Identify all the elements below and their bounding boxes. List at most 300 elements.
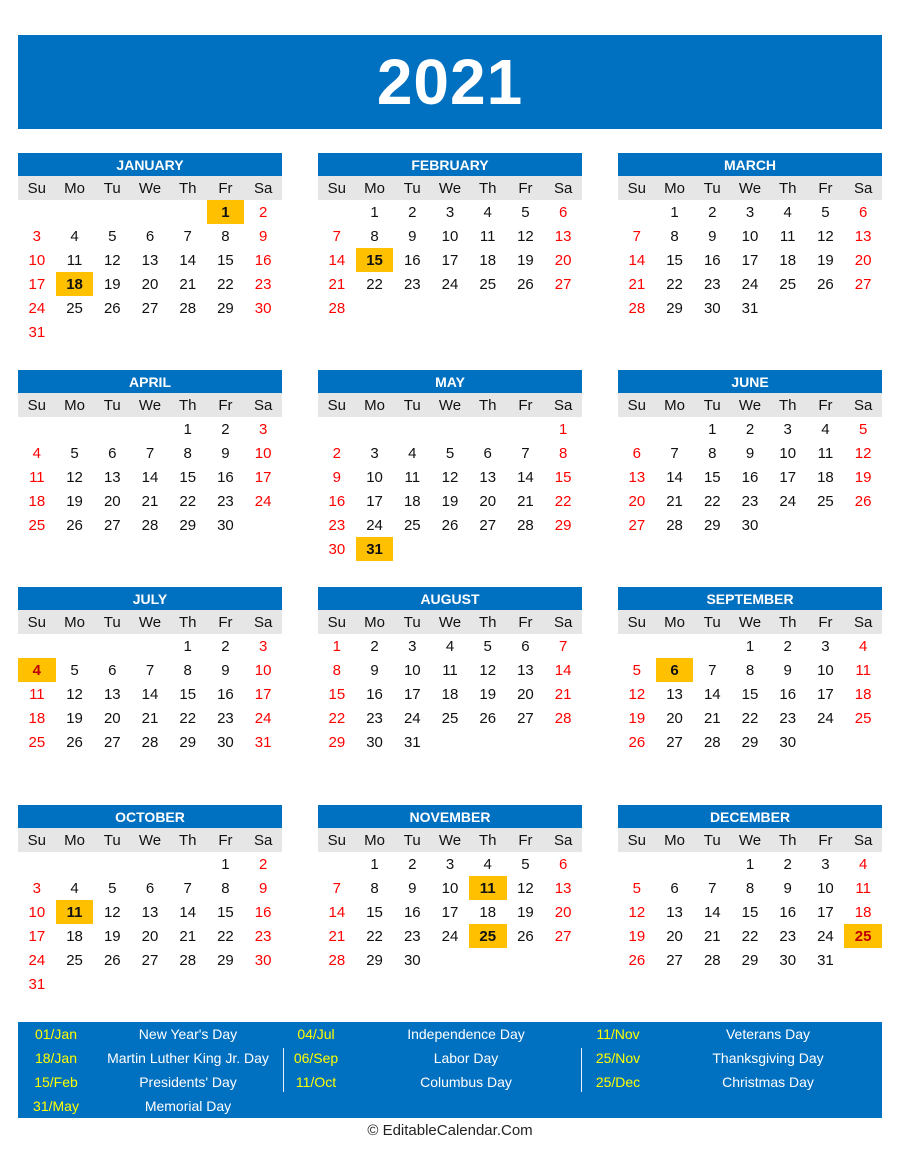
day-cell: 27 — [517, 709, 534, 727]
day-cell: 21 — [666, 492, 683, 510]
day-cell: 12 — [628, 903, 646, 921]
day-cell: 9 — [258, 227, 268, 245]
day-cell: 27 — [554, 275, 572, 293]
weekday-label: Fr — [818, 179, 833, 197]
day-cell: 26 — [479, 709, 497, 727]
day-cell: 13 — [554, 879, 572, 897]
day-cell: 24 — [254, 492, 272, 510]
day-cell: 17 — [441, 251, 459, 269]
day-cell: 11 — [29, 468, 45, 486]
day-cell: 4 — [70, 227, 79, 245]
holiday-date: 15/Feb — [34, 1074, 78, 1090]
day-cell: 30 — [254, 299, 272, 317]
day-cell: 4 — [858, 637, 868, 655]
weekday-label: Mo — [664, 613, 685, 631]
day-cell: 3 — [445, 855, 455, 873]
holiday-day-cell: 6 — [656, 658, 694, 682]
footer-credit: © EditableCalendar.Com — [367, 1122, 533, 1139]
day-cell: 12 — [628, 685, 646, 703]
day-cell: 27 — [854, 275, 872, 293]
day-cell: 20 — [554, 251, 572, 269]
holiday-date: 11/Oct — [295, 1074, 337, 1090]
day-cell: 1 — [183, 420, 192, 438]
day-cell: 30 — [366, 733, 383, 751]
empty-cell — [693, 634, 731, 658]
weekday-label: Fr — [818, 831, 833, 849]
empty-cell — [56, 417, 94, 441]
weekday-label: Th — [778, 179, 797, 197]
day-cell: 9 — [745, 444, 755, 462]
day-cell: 16 — [403, 251, 421, 269]
day-cell: 5 — [108, 879, 117, 897]
day-cell: 10 — [28, 251, 46, 269]
day-cell: 18 — [479, 251, 497, 269]
day-cell: 7 — [183, 879, 192, 897]
month-march — [618, 153, 882, 320]
holiday-day-cell: 25 — [844, 924, 882, 948]
day-cell: 26 — [103, 299, 121, 317]
day-cell: 19 — [479, 685, 497, 703]
day-cell: 31 — [28, 975, 46, 993]
day-cell: 11 — [779, 227, 796, 245]
holiday-divider — [581, 1048, 582, 1092]
day-cell: 31 — [817, 951, 834, 969]
month-title: DECEMBER — [618, 805, 882, 828]
month-title: AUGUST — [318, 587, 582, 610]
weekday-header — [18, 393, 282, 417]
holiday-date: 11/Nov — [596, 1026, 640, 1042]
month-title: SEPTEMBER — [618, 587, 882, 610]
day-cell: 7 — [558, 637, 568, 655]
day-cell: 7 — [632, 227, 642, 245]
day-cell: 23 — [403, 927, 421, 945]
weekday-label: Su — [27, 396, 47, 414]
year-title: 2021 — [376, 46, 524, 118]
day-cell: 9 — [370, 661, 379, 679]
holiday-day-cell: 1 — [207, 200, 245, 224]
day-cell: 28 — [517, 516, 534, 534]
day-cell: 6 — [670, 879, 679, 897]
day-grid — [18, 417, 282, 537]
day-cell: 13 — [479, 468, 497, 486]
day-cell: 3 — [821, 637, 830, 655]
month-title: APRIL — [18, 370, 282, 393]
day-cell: 17 — [441, 903, 459, 921]
day-cell: 1 — [332, 637, 342, 655]
day-cell: 12 — [441, 468, 459, 486]
day-cell: 18 — [441, 685, 459, 703]
day-cell: 22 — [741, 927, 759, 945]
day-cell: 15 — [741, 685, 759, 703]
day-cell: 22 — [217, 275, 234, 293]
day-cell: 14 — [703, 903, 721, 921]
day-cell: 16 — [703, 251, 721, 269]
day-cell: 11 — [479, 227, 496, 245]
weekday-label: Fr — [518, 179, 533, 197]
day-cell: 23 — [366, 709, 383, 727]
weekday-label: Sa — [553, 179, 573, 197]
day-cell: 20 — [141, 275, 159, 293]
day-cell: 8 — [745, 879, 755, 897]
day-cell: 5 — [521, 203, 530, 221]
day-grid — [618, 852, 882, 972]
weekday-label: Mo — [664, 179, 685, 197]
empty-cell — [618, 417, 656, 441]
weekday-header — [18, 610, 282, 634]
day-cell: 16 — [217, 468, 234, 486]
empty-cell — [18, 852, 56, 876]
holiday-day-cell: 31 — [356, 537, 394, 561]
weekday-label: Tu — [103, 396, 121, 414]
weekday-label: Mo — [64, 179, 85, 197]
empty-cell — [56, 852, 94, 876]
weekday-label: Mo — [364, 179, 385, 197]
month-title: MARCH — [618, 153, 882, 176]
holiday-name: Independence Day — [407, 1026, 525, 1042]
day-cell: 19 — [441, 492, 459, 510]
day-cell: 3 — [821, 855, 830, 873]
empty-cell — [169, 852, 207, 876]
weekday-label: Th — [778, 396, 797, 414]
day-cell: 8 — [370, 227, 379, 245]
day-cell: 8 — [745, 661, 755, 679]
day-cell: 14 — [628, 251, 646, 269]
day-cell: 4 — [32, 444, 42, 462]
day-cell: 30 — [403, 951, 421, 969]
day-cell: 27 — [141, 951, 159, 969]
day-cell: 8 — [221, 227, 230, 245]
day-cell: 23 — [741, 492, 759, 510]
day-cell: 1 — [558, 420, 568, 438]
weekday-header — [318, 828, 582, 852]
day-cell: 10 — [779, 444, 797, 462]
day-cell: 3 — [258, 637, 268, 655]
holiday-name: Christmas Day — [722, 1074, 814, 1090]
day-cell: 2 — [221, 637, 230, 655]
day-cell: 19 — [628, 927, 646, 945]
day-cell: 21 — [141, 492, 159, 510]
holiday-date: 25/Dec — [595, 1074, 641, 1090]
weekday-label: Tu — [103, 613, 121, 631]
day-cell: 9 — [221, 444, 230, 462]
holiday-row — [282, 1022, 582, 1046]
day-cell: 27 — [628, 516, 646, 534]
day-cell: 4 — [821, 420, 830, 438]
day-cell: 10 — [254, 444, 272, 462]
day-cell: 29 — [703, 516, 721, 534]
day-cell: 24 — [28, 299, 46, 317]
empty-cell — [618, 200, 656, 224]
day-cell: 22 — [366, 275, 383, 293]
empty-cell — [618, 634, 656, 658]
weekday-label: Tu — [403, 396, 421, 414]
weekday-label: We — [138, 396, 162, 414]
day-cell: 24 — [441, 927, 459, 945]
empty-cell — [656, 417, 694, 441]
weekday-label: Su — [627, 613, 647, 631]
day-cell: 1 — [670, 203, 679, 221]
day-cell: 16 — [779, 685, 797, 703]
day-cell: 13 — [666, 903, 683, 921]
day-cell: 13 — [141, 251, 159, 269]
day-cell: 13 — [517, 661, 534, 679]
empty-cell — [169, 200, 207, 224]
day-cell: 14 — [517, 468, 534, 486]
weekday-label: Sa — [553, 613, 573, 631]
day-cell: 22 — [741, 709, 759, 727]
day-cell: 28 — [554, 709, 572, 727]
day-cell: 10 — [254, 661, 272, 679]
day-cell: 17 — [28, 275, 46, 293]
empty-cell — [18, 200, 56, 224]
day-cell: 6 — [108, 444, 117, 462]
day-cell: 23 — [217, 492, 234, 510]
day-grid — [18, 852, 282, 996]
day-cell: 28 — [179, 299, 197, 317]
day-cell: 2 — [408, 203, 417, 221]
day-cell: 7 — [145, 661, 155, 679]
day-cell: 20 — [554, 903, 572, 921]
day-cell: 17 — [741, 251, 759, 269]
day-cell: 5 — [483, 637, 492, 655]
weekday-header — [18, 176, 282, 200]
day-cell: 3 — [408, 637, 417, 655]
day-cell: 18 — [817, 468, 834, 486]
day-cell: 8 — [670, 227, 679, 245]
day-cell: 25 — [779, 275, 797, 293]
day-cell: 8 — [708, 444, 717, 462]
day-cell: 11 — [855, 661, 871, 679]
weekday-label: Tu — [403, 831, 421, 849]
weekday-label: Th — [478, 396, 497, 414]
day-cell: 19 — [854, 468, 872, 486]
day-cell: 25 — [817, 492, 834, 510]
day-cell: 12 — [817, 227, 834, 245]
day-cell: 3 — [258, 420, 268, 438]
day-cell: 16 — [217, 685, 234, 703]
weekday-label: Sa — [553, 831, 573, 849]
day-cell: 23 — [328, 516, 346, 534]
holiday-day-cell: 4 — [18, 658, 56, 682]
day-cell: 10 — [441, 227, 459, 245]
day-cell: 3 — [445, 203, 455, 221]
day-grid — [318, 417, 582, 561]
day-cell: 17 — [366, 492, 383, 510]
weekday-label: Mo — [364, 613, 385, 631]
holiday-list — [18, 1022, 882, 1118]
day-cell: 28 — [328, 299, 346, 317]
weekday-header — [618, 176, 882, 200]
empty-cell — [469, 417, 507, 441]
day-cell: 4 — [483, 855, 492, 873]
day-cell: 16 — [328, 492, 346, 510]
day-cell: 26 — [66, 733, 83, 751]
day-cell: 16 — [403, 903, 421, 921]
day-cell: 5 — [70, 444, 79, 462]
holiday-row — [18, 1022, 282, 1046]
day-cell: 12 — [517, 227, 534, 245]
month-january — [18, 153, 282, 344]
weekday-label: We — [738, 613, 762, 631]
day-cell: 14 — [141, 468, 159, 486]
holiday-day-cell: 18 — [56, 272, 94, 296]
month-november — [318, 805, 582, 972]
day-cell: 21 — [703, 927, 721, 945]
day-cell: 31 — [403, 733, 421, 751]
day-cell: 1 — [370, 855, 379, 873]
weekday-label: Sa — [853, 831, 873, 849]
weekday-label: Fr — [518, 396, 533, 414]
day-cell: 24 — [28, 951, 46, 969]
day-cell: 8 — [221, 879, 230, 897]
day-cell: 30 — [217, 516, 234, 534]
day-cell: 10 — [817, 661, 834, 679]
day-cell: 25 — [854, 709, 872, 727]
month-title: MAY — [318, 370, 582, 393]
day-cell: 29 — [366, 951, 383, 969]
day-cell: 22 — [328, 709, 346, 727]
weekday-label: Su — [627, 396, 647, 414]
weekday-label: Fr — [218, 831, 233, 849]
day-grid — [318, 200, 582, 320]
day-cell: 18 — [28, 492, 46, 510]
day-cell: 6 — [558, 203, 568, 221]
day-cell: 28 — [666, 516, 683, 534]
day-cell: 6 — [145, 227, 155, 245]
weekday-label: Mo — [364, 396, 385, 414]
day-cell: 17 — [403, 685, 421, 703]
weekday-label: Fr — [218, 179, 233, 197]
day-cell: 7 — [708, 661, 717, 679]
day-cell: 8 — [332, 661, 342, 679]
holiday-column — [282, 1022, 582, 1118]
day-cell: 14 — [328, 251, 346, 269]
day-cell: 25 — [441, 709, 459, 727]
day-cell: 10 — [817, 879, 834, 897]
day-cell: 24 — [817, 709, 834, 727]
day-cell: 2 — [370, 637, 379, 655]
day-grid — [18, 200, 282, 344]
day-cell: 31 — [254, 733, 272, 751]
weekday-label: Th — [178, 831, 197, 849]
holiday-day-cell: 11 — [469, 876, 507, 900]
weekday-label: We — [438, 396, 462, 414]
holiday-date: 25/Nov — [595, 1050, 641, 1066]
day-cell: 15 — [366, 903, 383, 921]
day-cell: 30 — [779, 733, 797, 751]
weekday-header — [318, 610, 582, 634]
month-title: OCTOBER — [18, 805, 282, 828]
day-cell: 18 — [854, 685, 872, 703]
day-cell: 21 — [179, 927, 197, 945]
day-cell: 27 — [666, 951, 683, 969]
weekday-label: We — [138, 613, 162, 631]
day-cell: 24 — [403, 709, 421, 727]
holiday-row — [18, 1046, 282, 1070]
day-cell: 27 — [554, 927, 572, 945]
day-cell: 30 — [741, 516, 759, 534]
day-cell: 16 — [254, 251, 272, 269]
day-cell: 14 — [666, 468, 683, 486]
empty-cell — [93, 200, 131, 224]
day-cell: 22 — [179, 492, 197, 510]
day-cell: 16 — [254, 903, 272, 921]
day-cell: 26 — [628, 951, 646, 969]
empty-cell — [318, 417, 356, 441]
day-cell: 7 — [521, 444, 530, 462]
day-cell: 7 — [670, 444, 679, 462]
day-cell: 15 — [179, 685, 197, 703]
empty-cell — [131, 417, 169, 441]
holiday-date: 04/Jul — [297, 1026, 335, 1042]
holiday-row — [582, 1046, 882, 1070]
day-cell: 2 — [221, 420, 230, 438]
day-cell: 21 — [328, 927, 346, 945]
day-cell: 27 — [103, 733, 121, 751]
day-cell: 13 — [554, 227, 572, 245]
holiday-name: Presidents' Day — [139, 1074, 237, 1090]
month-august — [318, 587, 582, 754]
day-cell: 14 — [554, 661, 572, 679]
day-cell: 26 — [66, 516, 83, 534]
day-cell: 19 — [817, 251, 834, 269]
day-cell: 17 — [254, 685, 272, 703]
weekday-label: We — [438, 613, 462, 631]
day-grid — [18, 634, 282, 754]
day-cell: 25 — [479, 275, 497, 293]
weekday-label: Fr — [218, 396, 233, 414]
day-cell: 14 — [179, 251, 197, 269]
day-cell: 21 — [328, 275, 346, 293]
holiday-divider — [283, 1048, 284, 1092]
empty-cell — [656, 852, 694, 876]
weekday-label: Sa — [253, 831, 273, 849]
day-cell: 5 — [521, 855, 530, 873]
day-cell: 28 — [628, 299, 646, 317]
month-october — [18, 805, 282, 996]
day-cell: 1 — [745, 855, 755, 873]
weekday-label: Th — [478, 613, 497, 631]
day-grid — [318, 634, 582, 754]
day-cell: 1 — [708, 420, 717, 438]
day-cell: 24 — [779, 492, 797, 510]
day-cell: 1 — [745, 637, 755, 655]
weekday-label: Mo — [64, 613, 85, 631]
day-cell: 15 — [179, 468, 197, 486]
weekday-label: We — [438, 831, 462, 849]
day-cell: 30 — [703, 299, 721, 317]
day-cell: 12 — [103, 903, 121, 921]
holiday-name: New Year's Day — [138, 1026, 238, 1042]
holiday-date: 01/Jan — [34, 1026, 78, 1042]
holiday-row — [582, 1070, 882, 1094]
day-cell: 8 — [370, 879, 379, 897]
day-cell: 18 — [479, 903, 497, 921]
day-cell: 13 — [103, 468, 121, 486]
day-cell: 9 — [708, 227, 717, 245]
day-cell: 27 — [103, 516, 121, 534]
day-cell: 26 — [817, 275, 834, 293]
year-banner — [18, 35, 882, 129]
day-cell: 7 — [708, 879, 717, 897]
day-cell: 2 — [783, 637, 792, 655]
day-cell: 2 — [258, 855, 268, 873]
day-cell: 3 — [745, 203, 755, 221]
empty-cell — [356, 417, 394, 441]
day-cell: 3 — [370, 444, 379, 462]
day-cell: 13 — [854, 227, 872, 245]
day-cell: 29 — [217, 299, 234, 317]
